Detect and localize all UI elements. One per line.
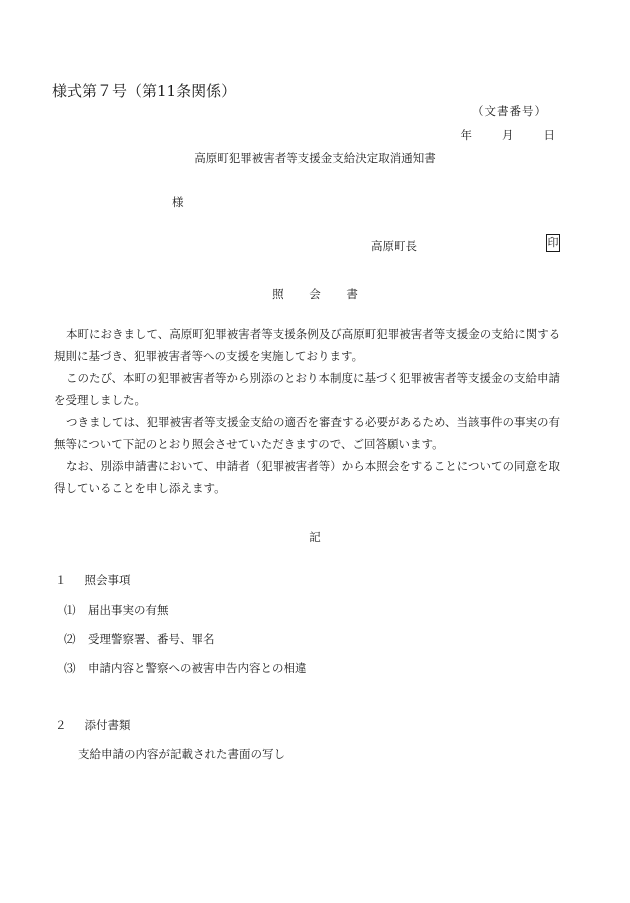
inquiry-item <box>64 631 215 647</box>
body-line: 本町におきまして、高原町犯罪被害者等支援条例及び高原町犯罪被害者等支援金の支給に関する <box>66 327 561 341</box>
inquiry-item <box>64 660 307 676</box>
body-line: なお、別添申請書において、申請者（犯罪被害者等）から本照会をすることについての同意を取 <box>66 459 561 473</box>
attachments-number: ２ <box>55 718 67 732</box>
addressee: 様 <box>172 195 184 209</box>
inquiry-item-number: ⑴ <box>64 603 76 617</box>
date-year: 年 <box>460 128 472 142</box>
date-month: 月 <box>502 128 514 142</box>
form-title: 様式第７号（第11条関係） <box>52 82 237 100</box>
body-line: 無等について下記のとおり照会させていただきますので、ご回答願います。 <box>54 437 444 451</box>
inquiry-heading <box>55 572 131 588</box>
body-line: を受理しました。 <box>54 393 146 407</box>
date-day: 日 <box>543 128 555 142</box>
seal-mark: 印 <box>546 234 560 252</box>
inquiry-item-number: ⑵ <box>64 632 76 646</box>
sender-name: 高原町長 <box>371 239 417 253</box>
inquiry-item-number: ⑶ <box>64 661 76 675</box>
inquiry-item <box>64 602 169 618</box>
inquiry-item-text: 申請内容と警察への被害申告内容との相違 <box>88 661 307 675</box>
notice-title: 高原町犯罪被害者等支援金支給決定取消通知書 <box>194 151 436 165</box>
inquiry-heading-text: 照会事項 <box>84 573 131 587</box>
date-line <box>461 127 556 143</box>
body-text <box>54 323 584 499</box>
attachments-heading <box>55 717 131 733</box>
section-title <box>0 286 630 302</box>
inquiry-number: １ <box>55 573 67 587</box>
attachments-heading-text: 添付書類 <box>84 718 131 732</box>
section-title-char: 書 <box>346 287 358 301</box>
inquiry-item-text: 届出事実の有無 <box>88 603 169 617</box>
body-line: このたび、本町の犯罪被害者等から別添のとおり本制度に基づく犯罪被害者等支援金の支給申請 <box>66 371 561 385</box>
body-line: 得していることを申し添えます。 <box>54 481 226 495</box>
inquiry-item-text: 受理警察署、番号、罪名 <box>88 632 215 646</box>
document-number: （文書番号） <box>472 104 547 118</box>
attachment-text: 支給申請の内容が記載された書面の写し <box>78 747 285 761</box>
body-line: つきましては、犯罪被害者等支援金支給の適否を審査する必要があるため、当該事件の事実の有 <box>66 415 561 429</box>
section-title-char: 照 <box>272 287 284 301</box>
body-line: 規則に基づき、犯罪被害者等への支援を実施しております。 <box>54 349 364 363</box>
ki-heading: 記 <box>309 530 321 544</box>
section-title-char: 会 <box>309 287 321 301</box>
